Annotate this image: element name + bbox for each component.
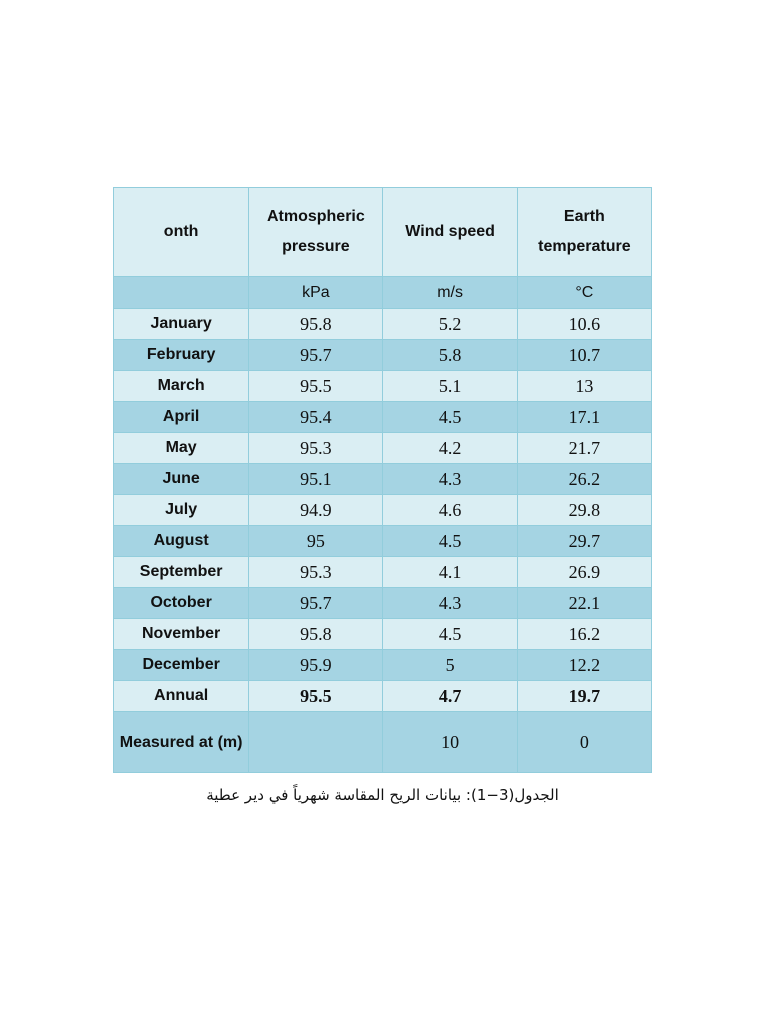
unit-month (114, 277, 249, 309)
pressure-cell: 95.4 (249, 402, 383, 433)
pressure-cell: 95.3 (249, 433, 383, 464)
pressure-cell: 95.8 (249, 309, 383, 340)
table-row (114, 526, 652, 557)
temperature-cell: 29.7 (517, 526, 651, 557)
temperature-cell: 10.6 (517, 309, 651, 340)
wind-data-table (113, 187, 652, 773)
temperature-cell: 10.7 (517, 340, 651, 371)
month-cell: November (114, 619, 249, 650)
table-row (114, 371, 652, 402)
wind-speed-cell: 4.5 (383, 619, 517, 650)
month-cell: December (114, 650, 249, 681)
table-row (114, 309, 652, 340)
temperature-cell: 29.8 (517, 495, 651, 526)
temperature-cell: 13 (517, 371, 651, 402)
header-row (114, 188, 652, 277)
pressure-cell: 94.9 (249, 495, 383, 526)
pressure-cell: 95.9 (249, 650, 383, 681)
table-row (114, 340, 652, 371)
month-cell: June (114, 464, 249, 495)
temperature-cell: 12.2 (517, 650, 651, 681)
month-cell: January (114, 309, 249, 340)
table-caption: الجدول(3−1): بيانات الريح المقاسة شهرياً في دير عطية (206, 786, 559, 804)
wind-speed-cell: 4.6 (383, 495, 517, 526)
temperature-cell: 22.1 (517, 588, 651, 619)
unit-wind-speed: m/s (383, 277, 517, 309)
pressure-cell: 95.7 (249, 340, 383, 371)
wind-speed-cell: 4.5 (383, 402, 517, 433)
month-cell: September (114, 557, 249, 588)
pressure-cell: 95.8 (249, 619, 383, 650)
pressure-cell: 95.5 (249, 681, 383, 712)
temperature-cell: 17.1 (517, 402, 651, 433)
table-row (114, 433, 652, 464)
table-row (114, 464, 652, 495)
temperature-cell: 16.2 (517, 619, 651, 650)
wind-speed-cell: 5.1 (383, 371, 517, 402)
month-cell: August (114, 526, 249, 557)
wind-speed-cell: 4.3 (383, 464, 517, 495)
month-cell: May (114, 433, 249, 464)
wind-speed-cell: 5.8 (383, 340, 517, 371)
month-cell: Annual (114, 681, 249, 712)
month-cell: July (114, 495, 249, 526)
table-row (114, 588, 652, 619)
header-month: onth (114, 188, 249, 277)
pressure-cell: 95.7 (249, 588, 383, 619)
header-pressure: Atmospheric pressure (249, 188, 383, 277)
pressure-cell: 95 (249, 526, 383, 557)
measured-label: Measured at (m) (114, 712, 249, 773)
table-row (114, 557, 652, 588)
month-cell: October (114, 588, 249, 619)
month-cell: February (114, 340, 249, 371)
wind-speed-cell: 5.2 (383, 309, 517, 340)
header-wind-speed: Wind speed (383, 188, 517, 277)
temperature-cell: 0 (517, 712, 651, 773)
unit-temperature: °C (517, 277, 651, 309)
temperature-cell: 26.2 (517, 464, 651, 495)
wind-speed-cell: 4.3 (383, 588, 517, 619)
units-row (114, 277, 652, 309)
table-row (114, 619, 652, 650)
wind-speed-cell: 4.7 (383, 681, 517, 712)
wind-speed-cell: 4.5 (383, 526, 517, 557)
annual-row (114, 681, 652, 712)
unit-pressure: kPa (249, 277, 383, 309)
wind-speed-cell: 10 (383, 712, 517, 773)
pressure-cell: 95.5 (249, 371, 383, 402)
wind-speed-cell: 5 (383, 650, 517, 681)
wind-speed-cell: 4.1 (383, 557, 517, 588)
temperature-cell: 26.9 (517, 557, 651, 588)
table-row (114, 650, 652, 681)
header-earth-temperature: Earth temperature (517, 188, 651, 277)
measured-row (114, 712, 652, 773)
table-row (114, 495, 652, 526)
month-cell: April (114, 402, 249, 433)
temperature-cell: 19.7 (517, 681, 651, 712)
wind-speed-cell: 4.2 (383, 433, 517, 464)
pressure-cell: 95.1 (249, 464, 383, 495)
table-row (114, 402, 652, 433)
temperature-cell: 21.7 (517, 433, 651, 464)
pressure-cell: 95.3 (249, 557, 383, 588)
pressure-cell (249, 712, 383, 773)
month-cell: March (114, 371, 249, 402)
